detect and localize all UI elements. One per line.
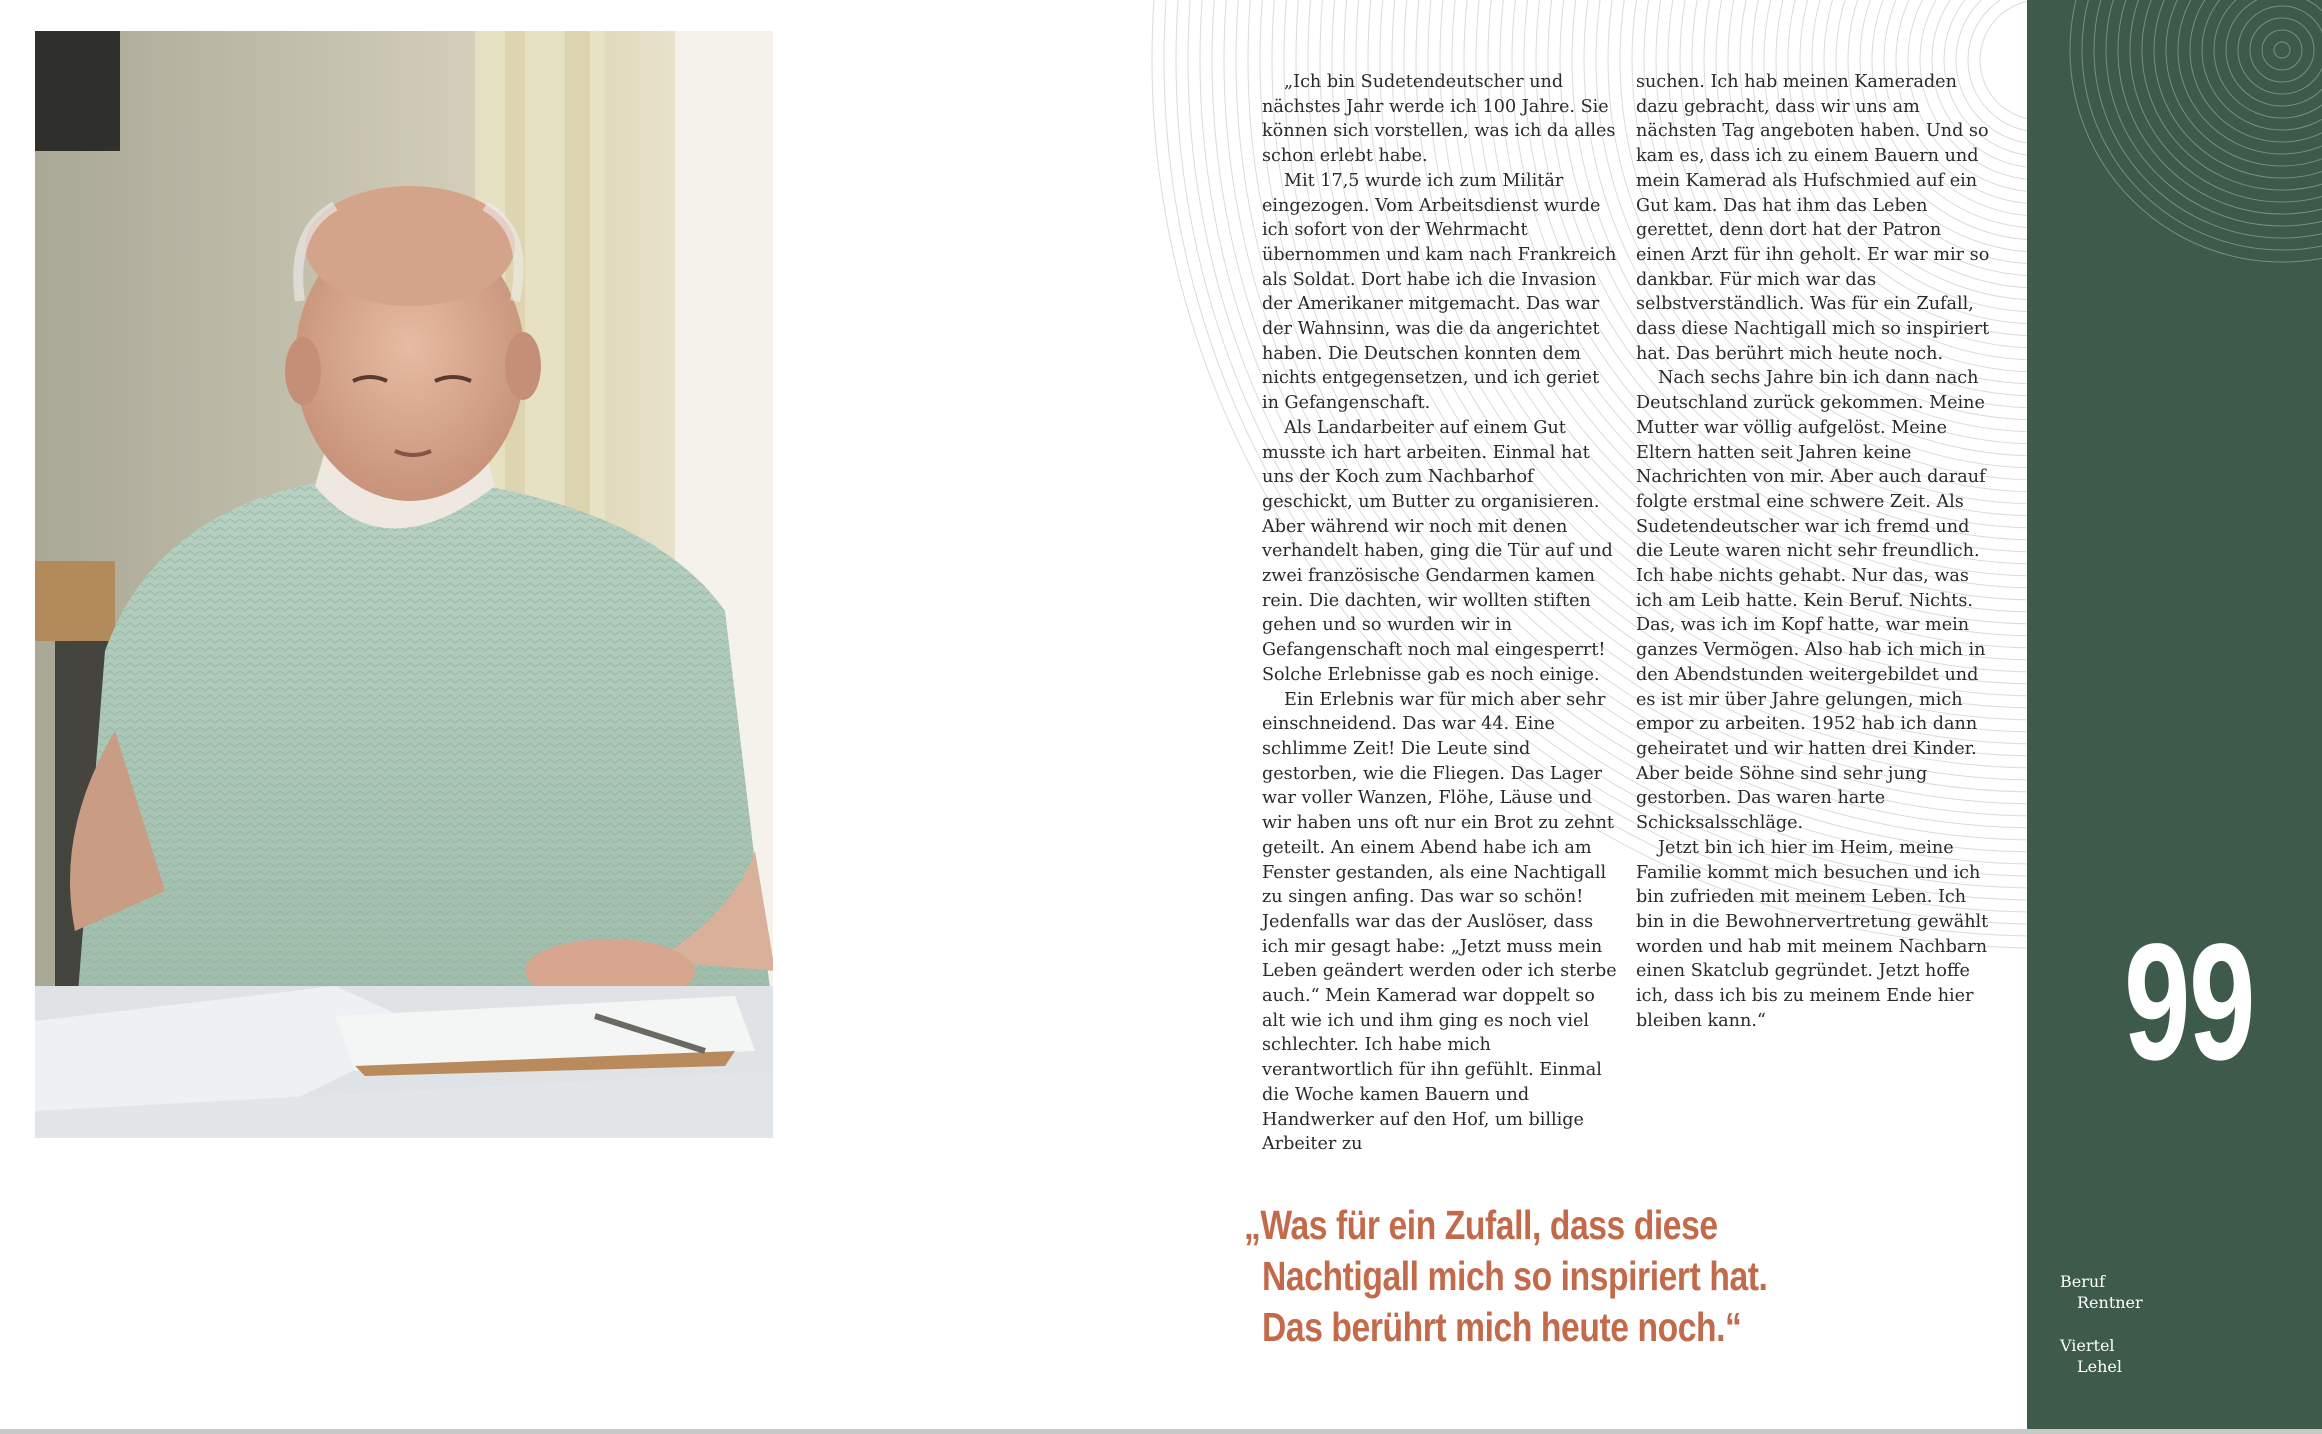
meta-job — [2060, 1271, 2143, 1313]
paragraph: Jetzt bin ich hier im Heim, meine Familie kommt mich besuchen und ich bin zufrieden mit meinem Leben. Ich bin in die Bewohnervertretung gewählt worden und hab mit meinem Nachbarn einen Skatclub gegründet. Jetzt hoffe ich, dass ich bis zu meinem Ende hier bleiben kann.“ — [1636, 837, 1989, 1031]
page-bottom-rule — [0, 1429, 2322, 1434]
age-number: 99 — [2124, 910, 2255, 1095]
paragraph: Nach sechs Jahre bin ich dann nach Deutschland zurück gekommen. Meine Mutter war völlig aufgelöst. Meine Eltern hatten seit Jahren keine Nachrichten von mir. Aber auch darauf folgte erstmal eine schwere Zeit. Als Sudetendeutscher war ich fremd und die Leute waren nicht sehr freundlich. Ich habe nichts gehabt. Nur das, was ich am Leib hatte. Kein Beruf. Nichts. Das, was ich im Kopf hatte, war mein ganzes Vermögen. Also hab ich mich in den Abendstunden weitergebildet und es ist mir über Jahre gelungen, mich empor zu arbeiten. 1952 hab ich dann geheiratet und wir hatten drei Kinder. Aber beide Söhne sind sehr jung gestorben. Das waren harte Schicksalsschläge. — [1636, 368, 1986, 834]
meta-district-label: Viertel — [2060, 1336, 2115, 1355]
body-text-column-1 — [1262, 70, 1620, 1157]
portrait-photo — [35, 31, 773, 1138]
side-panel — [2027, 0, 2322, 1429]
body-text-column-2 — [1636, 70, 1994, 1033]
paragraph: Als Landarbeiter auf einem Gut musste ich hart arbeiten. Einmal hat uns der Koch zum Nachbarhof geschickt, um Butter zu organisieren. Aber während wir noch mit denen verhandelt haben, ging die Tür auf und zwei französische Gendarmen kamen rein. Die dachten, wir wollten stiften gehen und so wurden wir in Gefangenschaft noch mal eingesperrt! Solche Erlebnisse gab es noch einige. — [1262, 417, 1613, 685]
meta-job-label: Beruf — [2060, 1272, 2106, 1291]
pull-quote-line: Das berührt mich heute noch.“ — [1262, 1304, 1742, 1350]
paragraph: suchen. Ich hab meinen Kameraden dazu gebracht, dass wir uns am nächsten Tag angeboten haben. Und so kam es, dass ich zu einem Bauern und mein Kamerad als Hufschmied auf ein Gut kam. Das hat ihm das Leben gerettet, denn dort hat der Patron einen Arzt für ihn geholt. Er war mir so dankbar. Für mich war das selbstverständlich. Was für ein Zufall, dass diese Nachtigall mich so inspiriert hat. Das berührt mich heute noch. — [1636, 72, 1990, 364]
meta-district — [2060, 1335, 2122, 1377]
paragraph: Mit 17,5 wurde ich zum Militär eingezogen. Vom Arbeitsdienst wurde ich sofort von der Wehrmacht übernommen und kam nach Frankreich als Soldat. Dort habe ich die Invasion der Amerikaner mitgemacht. Das war der Wahnsinn, was die da angerichtet haben. Die Deutschen konnten dem nichts entgegensetzen, und ich geriet in Gefangenschaft. — [1262, 170, 1617, 414]
meta-job-value: Rentner — [2077, 1293, 2143, 1312]
paragraph: Ein Erlebnis war für mich aber sehr einschneidend. Das war 44. Eine schlimme Zeit! Die Leute sind gestorben, wie die Fliegen. Das Lager war voller Wanzen, Flöhe, Läuse und wir haben uns oft nur ein Brot zu zehnt geteilt. An einem Abend habe ich am Fenster gestanden, als eine Nachtigall zu singen anfing. Das war so schön! Jedenfalls war das der Auslöser, dass ich mir gesagt habe: „Jetzt muss mein Leben geändert werden oder ich sterbe auch.“ Mein Kamerad war doppelt so alt wie ich und ihm ging es noch viel schlechter. Ich habe mich verantwortlich für ihn gefühlt. Einmal die Woche kamen Bauern und Handwerker auf den Hof, um billige Arbeiter zu — [1262, 689, 1617, 1155]
pull-quote-line: Nachtigall mich so inspiriert hat. — [1262, 1253, 1768, 1299]
paragraph: „Ich bin Sudetendeutscher und nächstes Jahr werde ich 100 Jahre. Sie können sich vorstellen, was ich da alles schon erlebt habe. — [1262, 72, 1616, 167]
meta-district-value: Lehel — [2077, 1357, 2122, 1376]
panel-rings-decoration — [2027, 0, 2322, 1000]
pull-quote — [1244, 1200, 1769, 1353]
pull-quote-line: „Was für ein Zufall, dass diese — [1244, 1202, 1718, 1248]
